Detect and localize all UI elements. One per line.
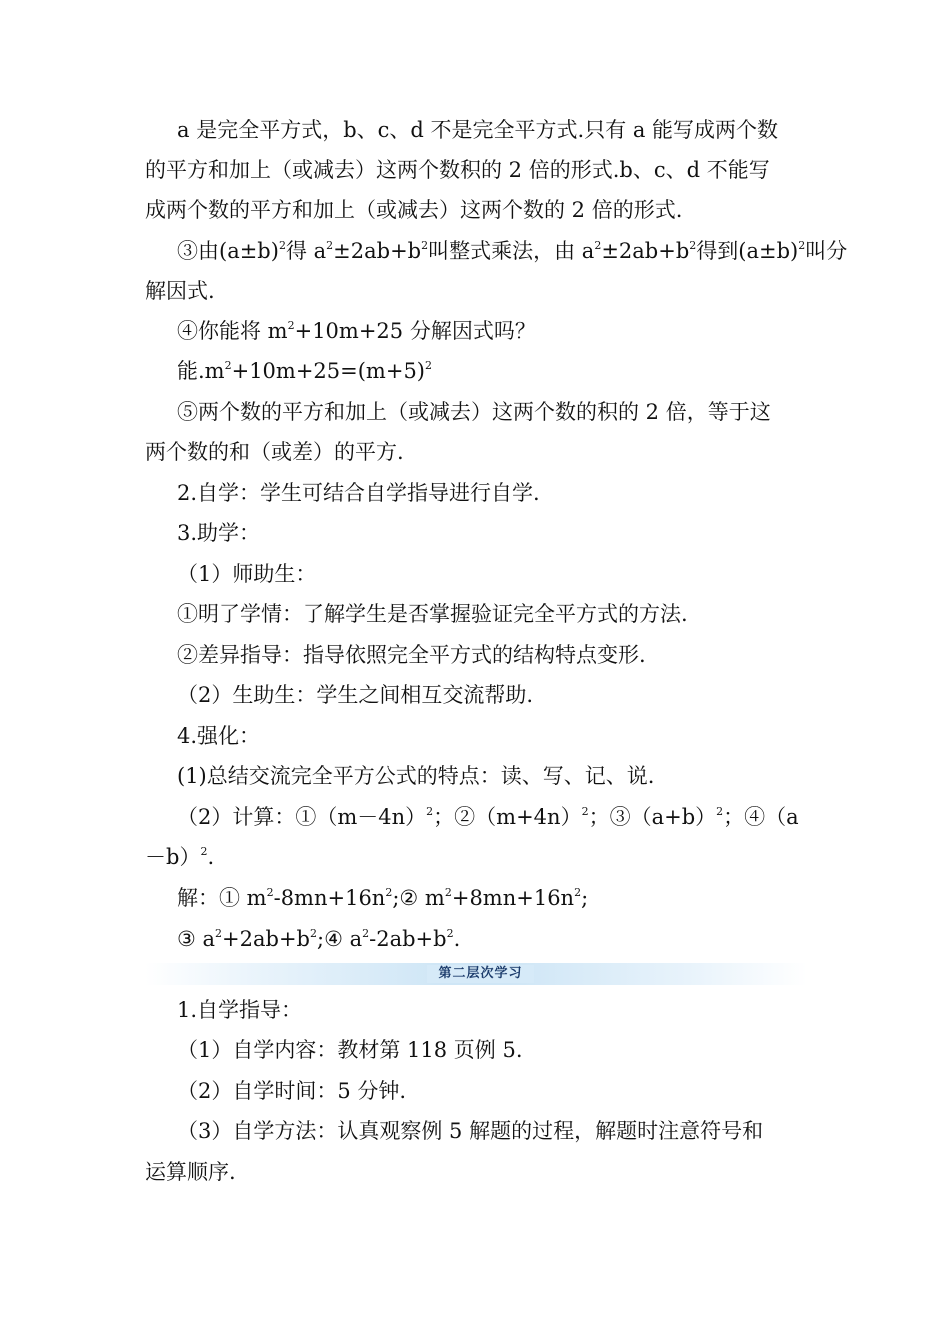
section-banner-label: 第二层次学习: [427, 965, 534, 983]
paragraph-line: [177, 236, 848, 266]
text-span: +2ab+b: [222, 927, 310, 951]
superscript: 2: [310, 927, 317, 940]
paragraph-line: a 是完全平方式，b、c、d 不是完全平方式.只有 a 能写成两个数: [177, 118, 779, 142]
superscript: 2: [215, 927, 223, 940]
superscript: 2: [446, 927, 454, 940]
superscript: 2: [425, 359, 432, 372]
superscript: 2: [362, 927, 370, 940]
text-span: ;④ a: [317, 927, 363, 951]
superscript: 2: [200, 845, 208, 858]
paragraph-line: [177, 316, 842, 346]
superscript: 2: [574, 886, 582, 899]
paragraph-line: 3.助学：: [177, 521, 261, 545]
superscript: 2: [266, 886, 274, 899]
paragraph-line: 成两个数的平方和加上（或减去）这两个数的 2 倍的形式.: [145, 198, 683, 222]
superscript: 2: [798, 239, 806, 252]
superscript: 2: [689, 239, 697, 252]
paragraph-line: [177, 802, 842, 832]
paragraph-line: 的平方和加上（或减去）这两个数积的 2 倍的形式.b、c、d 不能写: [145, 158, 770, 182]
paragraph-line: （1）师助生：: [177, 562, 317, 586]
text-span: ③ a: [177, 927, 216, 951]
text-span: 叫整式乘法，由 a: [428, 239, 595, 263]
paragraph-line: 4.强化：: [177, 724, 261, 748]
paragraph-line: ②差异指导：指导依照完全平方式的结构特点变形.: [177, 643, 646, 667]
superscript: 2: [224, 359, 232, 372]
text-span: +10m+25=(m+5): [231, 359, 425, 383]
superscript: 2: [426, 805, 434, 818]
superscript: 2: [287, 319, 295, 332]
paragraph-line: [177, 924, 842, 954]
text-span: ±2ab+b: [333, 239, 422, 263]
text-span: ；③（a+b）: [588, 805, 717, 829]
text-span: ;: [581, 886, 589, 910]
text-span: -2ab+b: [369, 927, 447, 951]
superscript: 2: [326, 239, 334, 252]
text-span: 解：① m: [177, 886, 267, 910]
paragraph-line: 2.自学：学生可结合自学指导进行自学.: [177, 481, 540, 505]
superscript: 2: [385, 886, 393, 899]
text-span: 叫分: [805, 239, 848, 263]
superscript: 2: [581, 805, 589, 818]
paragraph-line: 两个数的和（或差）的平方.: [145, 440, 404, 464]
paragraph-line: （2）生助生：学生之间相互交流帮助.: [177, 683, 534, 707]
superscript: 2: [716, 805, 724, 818]
paragraph-line: [177, 883, 842, 913]
paragraph-line: ⑤两个数的平方和加上（或减去）这两个数的积的 2 倍，等于这: [177, 400, 771, 424]
superscript: 2: [421, 239, 429, 252]
text-span: ③由(a±b): [177, 239, 279, 263]
text-span: -8mn+16n: [273, 886, 386, 910]
paragraph-line: （3）自学方法：认真观察例 5 解题的过程，解题时注意符号和: [177, 1119, 764, 1143]
text-span: 得到(a±b): [696, 239, 799, 263]
text-span: －b）: [145, 845, 201, 869]
paragraph-line: 1.自学指导：: [177, 998, 303, 1022]
text-span: （2）计算：①（m－4n）: [177, 805, 427, 829]
text-span: +10m+25 分解因式吗？: [294, 319, 536, 343]
paragraph-line: [177, 356, 842, 386]
text-span: .: [207, 845, 215, 869]
paragraph-line: ①明了学情：了解学生是否掌握验证完全平方式的方法.: [177, 602, 688, 626]
text-span: ；②（m+4n）: [433, 805, 582, 829]
paragraph-line: （2）自学时间：5 分钟.: [177, 1079, 407, 1103]
paragraph-line: 解因式.: [145, 279, 215, 303]
text-span: ④你能将 m: [177, 319, 288, 343]
text-span: ;② m: [392, 886, 445, 910]
paragraph-line: [145, 842, 810, 872]
text-span: 得 a: [285, 239, 327, 263]
paragraph-line: (1)总结交流完全平方公式的特点：读、写、记、说.: [177, 764, 655, 788]
text-span: ±2ab+b: [601, 239, 690, 263]
superscript: 2: [444, 886, 452, 899]
text-span: +8mn+16n: [451, 886, 575, 910]
superscript: 2: [278, 239, 286, 252]
superscript: 2: [594, 239, 602, 252]
text-span: ；④（a: [723, 805, 799, 829]
text-span: 能.m: [177, 359, 225, 383]
text-span: .: [453, 927, 461, 951]
paragraph-line: （1）自学内容：教材第 118 页例 5.: [177, 1038, 523, 1062]
paragraph-line: 运算顺序.: [145, 1160, 236, 1184]
